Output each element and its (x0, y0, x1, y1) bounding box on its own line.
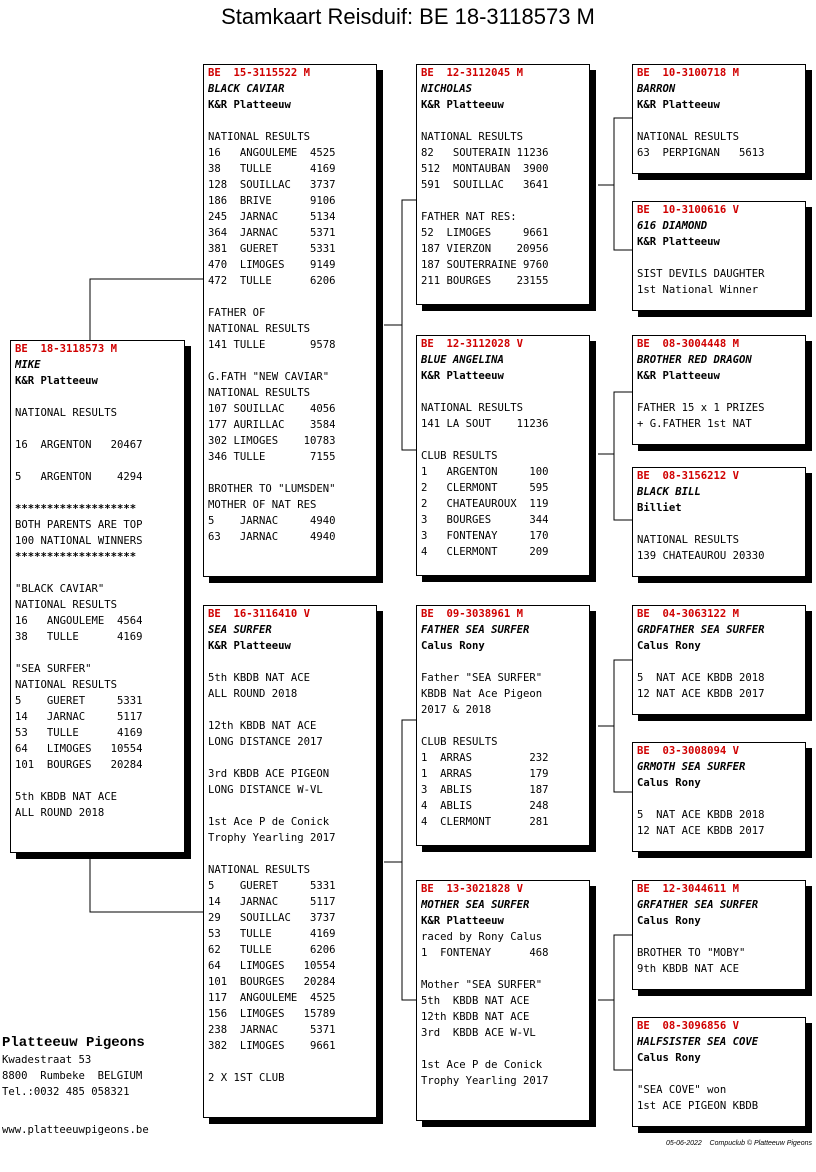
info-line: G.FATH "NEW CAVIAR" (208, 371, 330, 383)
info-line: 5th KBDB NAT ACE (421, 995, 530, 1007)
pigeon-card-dam-dam (416, 880, 590, 1121)
breeder-name: Calus Rony (421, 640, 485, 652)
info-line: NATIONAL RESULTS (637, 131, 740, 143)
ring-number: BE 16-3116410 V (208, 608, 311, 620)
pigeon-card-dam-sire (416, 605, 590, 846)
info-line: 2017 & 2018 (421, 704, 492, 716)
pigeon-card-sire-dam (416, 335, 590, 576)
info-line (637, 1066, 805, 1082)
owner-address-line: Kwadestraat 53 (2, 1054, 92, 1066)
connector-g3-3 (598, 392, 633, 454)
website-link[interactable]: www.platteeuwpigeons.be (2, 1124, 149, 1136)
pigeon-name: GRDFATHER SEA SURFER (637, 624, 765, 636)
connector-g3-6 (614, 726, 633, 792)
info-line: 63 PERPIGNAN 5613 (637, 147, 765, 159)
info-line: 139 CHATEAUROU 20330 (637, 550, 765, 562)
ring-number: BE 18-3118573 M (15, 343, 118, 355)
info-line: 512 MONTAUBAN 3900 (421, 163, 549, 175)
connector-sire-dam (402, 325, 417, 450)
info-line: NATIONAL RESULTS (421, 402, 524, 414)
info-line: 5th KBDB NAT ACE (15, 791, 118, 803)
breeder-name: ******************* (15, 551, 137, 563)
info-line: 141 LA SOUT 11236 (421, 418, 549, 430)
pigeon-name: GRMOTH SEA SURFER (637, 761, 746, 773)
info-line (15, 565, 184, 581)
info-line: 82 SOUTERAIN 11236 (421, 147, 549, 159)
info-line (637, 791, 805, 807)
connector-g3-7 (598, 935, 633, 1000)
pigeon-name: BARRON (637, 83, 676, 95)
connector-g3-2 (614, 185, 633, 250)
info-line (15, 645, 184, 661)
info-line: CLUB RESULTS (421, 736, 498, 748)
info-line: 156 LIMOGES 15789 (208, 1008, 336, 1020)
info-line: 187 VIERZON 20956 (421, 243, 549, 255)
info-line: 3 FONTENAY 170 (421, 530, 549, 542)
info-line: FATHER 15 x 1 PRIZES (637, 402, 765, 414)
pigeon-card-g3-6 (632, 742, 806, 852)
info-line (421, 718, 589, 734)
info-line: 117 ANGOULEME 4525 (208, 992, 336, 1004)
breeder-name: ******************* (15, 503, 137, 515)
info-line: 381 GUERET 5331 (208, 243, 336, 255)
breeder-name: K&R Platteeuw (208, 99, 291, 111)
info-line (208, 846, 376, 862)
info-line (15, 485, 184, 501)
info-line: BROTHER TO "LUMSDEN" (208, 483, 336, 495)
info-line: 14 JARNAC 5117 (208, 896, 336, 908)
info-line: 12 NAT ACE KBDB 2017 (637, 688, 765, 700)
info-line: BOTH PARENTS ARE TOP (15, 519, 143, 531)
page-title: Stamkaart Reisduif: BE 18-3118573 M (221, 4, 595, 29)
connector-g3-4 (614, 454, 633, 520)
pigeon-card-g3-3 (632, 335, 806, 445)
info-line (208, 654, 376, 670)
breeder-name: K&R Platteeuw (208, 640, 291, 652)
info-line: NATIONAL RESULTS (15, 407, 118, 419)
info-line: 52 LIMOGES 9661 (421, 227, 549, 239)
info-line: 12th KBDB NAT ACE (208, 720, 317, 732)
ring-number: BE 08-3156212 V (637, 470, 740, 482)
breeder-name: Calus Rony (637, 915, 701, 927)
info-line (421, 432, 589, 448)
ring-number: BE 04-3063122 M (637, 608, 740, 620)
info-line: 53 TULLE 4169 (15, 727, 143, 739)
pigeon-name: HALFSISTER SEA COVE (637, 1036, 759, 1048)
info-line (637, 384, 805, 400)
connector-sire-sire (384, 200, 417, 325)
pigeon-card-g3-8 (632, 1017, 806, 1127)
info-line: 101 BOURGES 20284 (15, 759, 143, 771)
info-line: 2 CLERMONT 595 (421, 482, 549, 494)
ring-number: BE 08-3004448 M (637, 338, 740, 350)
ring-number: BE 12-3044611 M (637, 883, 740, 895)
info-line: 346 TULLE 7155 (208, 451, 336, 463)
info-line: 177 AURILLAC 3584 (208, 419, 336, 431)
info-line (15, 421, 184, 437)
breeder-name: K&R Platteeuw (637, 99, 720, 111)
info-line: FATHER NAT RES: (421, 211, 517, 223)
info-line (637, 654, 805, 670)
info-line: Father "SEA SURFER" (421, 672, 543, 684)
pigeon-name: MOTHER SEA SURFER (421, 899, 530, 911)
info-line: NATIONAL RESULTS (208, 323, 311, 335)
info-line: 1st Ace P de Conick (208, 816, 330, 828)
info-line: 53 TULLE 4169 (208, 928, 336, 940)
info-line: "BLACK CAVIAR" (15, 583, 105, 595)
info-line: 470 LIMOGES 9149 (208, 259, 336, 271)
ring-number: BE 15-3115522 M (208, 67, 311, 79)
breeder-name: K&R Platteeuw (421, 915, 504, 927)
ring-number: BE 13-3021828 V (421, 883, 524, 895)
info-line: 64 LIMOGES 10554 (208, 960, 336, 972)
info-line: ALL ROUND 2018 (15, 807, 105, 819)
info-line: 12 NAT ACE KBDB 2017 (637, 825, 765, 837)
footer-credit: 05-06-2022 Compuclub © Platteeuw Pigeons (665, 1140, 812, 1147)
info-line: NATIONAL RESULTS (208, 131, 311, 143)
pigeon-name: 616 DIAMOND (637, 220, 708, 232)
info-line: 5 GUERET 5331 (208, 880, 336, 892)
info-line (208, 750, 376, 766)
ring-number: BE 10-3100616 V (637, 204, 740, 216)
info-line: 5 ARGENTON 4294 (15, 471, 143, 483)
info-line: LONG DISTANCE 2017 (208, 736, 323, 748)
info-line (208, 702, 376, 718)
info-line: 1 ARGENTON 100 (421, 466, 549, 478)
info-line (208, 353, 376, 369)
info-line: Mother "SEA SURFER" (421, 979, 543, 991)
info-line (421, 654, 589, 670)
pigeon-card-g3-1 (632, 64, 806, 174)
info-line: Trophy Yearling 2017 (421, 1075, 549, 1087)
info-line: + G.FATHER 1st NAT (637, 418, 752, 430)
info-line: 38 TULLE 4169 (208, 163, 336, 175)
info-line (421, 961, 589, 977)
pigeon-name: FATHER SEA SURFER (421, 624, 530, 636)
pigeon-name: NICHOLAS (421, 83, 473, 95)
ring-number: BE 12-3112028 V (421, 338, 524, 350)
info-line: 5 JARNAC 4940 (208, 515, 336, 527)
pigeon-card-sire-sire (416, 64, 590, 305)
info-line: FATHER OF (208, 307, 266, 319)
connector-g3-8 (614, 1000, 633, 1070)
info-line (637, 250, 805, 266)
breeder-name: K&R Platteeuw (421, 99, 504, 111)
info-line: 100 NATIONAL WINNERS (15, 535, 143, 547)
breeder-name: K&R Platteeuw (421, 370, 504, 382)
info-line (208, 465, 376, 481)
owner-name: Platteeuw Pigeons (2, 1035, 145, 1051)
info-line: 3 BOURGES 344 (421, 514, 549, 526)
info-line: 16 ANGOULEME 4564 (15, 615, 143, 627)
info-line (208, 1054, 376, 1070)
ring-number: BE 12-3112045 M (421, 67, 524, 79)
info-line: 62 TULLE 6206 (208, 944, 336, 956)
info-line: 1st Ace P de Conick (421, 1059, 543, 1071)
info-line (15, 389, 184, 405)
connector-g3-1 (598, 118, 633, 185)
info-line (421, 384, 589, 400)
info-line: 472 TULLE 6206 (208, 275, 336, 287)
info-line: Trophy Yearling 2017 (208, 832, 336, 844)
info-line: 382 LIMOGES 9661 (208, 1040, 336, 1052)
breeder-name: Calus Rony (637, 777, 701, 789)
info-line: 63 JARNAC 4940 (208, 531, 336, 543)
info-line: NATIONAL RESULTS (208, 387, 311, 399)
info-line: 29 SOUILLAC 3737 (208, 912, 336, 924)
info-line: 107 SOUILLAC 4056 (208, 403, 336, 415)
info-line: 141 TULLE 9578 (208, 339, 336, 351)
info-line: "SEA SURFER" (15, 663, 92, 675)
info-line (15, 773, 184, 789)
breeder-name: K&R Platteeuw (15, 375, 98, 387)
breeder-name: K&R Platteeuw (637, 236, 720, 248)
info-line: SIST DEVILS DAUGHTER (637, 268, 765, 280)
info-line: 128 SOUILLAC 3737 (208, 179, 336, 191)
info-line (637, 929, 805, 945)
pigeon-card-g3-5 (632, 605, 806, 715)
info-line (15, 453, 184, 469)
pigeon-card-g3-4 (632, 467, 806, 577)
info-line: MOTHER OF NAT RES (208, 499, 317, 511)
info-line: 1 FONTENAY 468 (421, 947, 549, 959)
info-line: KBDB Nat Ace Pigeon (421, 688, 543, 700)
info-line (637, 113, 805, 129)
ring-number: BE 10-3100718 M (637, 67, 740, 79)
info-line: 14 JARNAC 5117 (15, 711, 143, 723)
info-line: 186 BRIVE 9106 (208, 195, 336, 207)
pigeon-name: MIKE (15, 359, 41, 371)
owner-address-line: 8800 Rumbeke BELGIUM (2, 1070, 143, 1082)
breeder-name: Calus Rony (637, 1052, 701, 1064)
pigeon-name: BROTHER RED DRAGON (637, 354, 752, 366)
info-line: LONG DISTANCE W-VL (208, 784, 323, 796)
breeder-name: K&R Platteeuw (637, 370, 720, 382)
breeder-name: Calus Rony (637, 640, 701, 652)
info-line: 16 ANGOULEME 4525 (208, 147, 336, 159)
info-line: 591 SOUILLAC 3641 (421, 179, 549, 191)
info-line: 238 JARNAC 5371 (208, 1024, 336, 1036)
info-line: 5 GUERET 5331 (15, 695, 143, 707)
pigeon-card-subject (10, 340, 185, 853)
info-line: 364 JARNAC 5371 (208, 227, 336, 239)
info-line (208, 289, 376, 305)
info-line (421, 193, 589, 209)
connector-dam-dam (402, 862, 417, 1000)
connector-dam-sire (384, 720, 417, 862)
info-line: 9th KBDB NAT ACE (637, 963, 740, 975)
info-line (637, 516, 805, 532)
breeder-name: Billiet (637, 502, 682, 514)
info-line: CLUB RESULTS (421, 450, 498, 462)
info-line: 302 LIMOGES 10783 (208, 435, 336, 447)
info-line: raced by Rony Calus (421, 931, 543, 943)
ring-number: BE 03-3008094 V (637, 745, 740, 757)
info-line: 5 NAT ACE KBDB 2018 (637, 809, 765, 821)
info-line: NATIONAL RESULTS (637, 534, 740, 546)
info-line: 16 ARGENTON 20467 (15, 439, 143, 451)
info-line (421, 1041, 589, 1057)
ring-number: BE 09-3038961 M (421, 608, 524, 620)
pigeon-name: BLACK CAVIAR (208, 83, 285, 95)
info-line: 3rd KBDB ACE PIGEON (208, 768, 330, 780)
owner-block (2, 1034, 145, 1100)
info-line: NATIONAL RESULTS (15, 679, 118, 691)
info-line (421, 113, 589, 129)
pigeon-name: SEA SURFER (208, 624, 272, 636)
ring-number: BE 08-3096856 V (637, 1020, 740, 1032)
info-line: BROTHER TO "MOBY" (637, 947, 746, 959)
pigeon-name: GRFATHER SEA SURFER (637, 899, 759, 911)
info-line: 2 X 1ST CLUB (208, 1072, 285, 1084)
info-line: NATIONAL RESULTS (208, 864, 311, 876)
info-line: 3 ABLIS 187 (421, 784, 549, 796)
pigeon-card-sire (203, 64, 377, 577)
info-line: NATIONAL RESULTS (15, 599, 118, 611)
info-line: 101 BOURGES 20284 (208, 976, 336, 988)
info-line: 211 BOURGES 23155 (421, 275, 549, 287)
info-line: 5 NAT ACE KBDB 2018 (637, 672, 765, 684)
info-line: 4 ABLIS 248 (421, 800, 549, 812)
connector-g3-5 (598, 660, 633, 726)
info-line: 5th KBDB NAT ACE (208, 672, 311, 684)
owner-phone: Tel.:0032 485 058321 (2, 1086, 130, 1098)
pigeon-card-g3-2 (632, 201, 806, 311)
info-line: 38 TULLE 4169 (15, 631, 143, 643)
info-line (208, 798, 376, 814)
connector-subject-dam (90, 852, 204, 912)
pigeon-card-g3-7 (632, 880, 806, 990)
pigeon-name: BLUE ANGELINA (421, 354, 504, 366)
info-line: 4 CLERMONT 209 (421, 546, 549, 558)
info-line: 12th KBDB NAT ACE (421, 1011, 530, 1023)
info-line (208, 113, 376, 129)
info-line: 245 JARNAC 5134 (208, 211, 336, 223)
info-line: 64 LIMOGES 10554 (15, 743, 143, 755)
pigeon-name: BLACK BILL (637, 486, 701, 498)
connector-subject-sire (90, 279, 204, 340)
info-line: 3rd KBDB ACE W-VL (421, 1027, 536, 1039)
info-line: 1 ARRAS 232 (421, 752, 549, 764)
info-line: 1st ACE PIGEON KBDB (637, 1100, 759, 1112)
info-line: 1 ARRAS 179 (421, 768, 549, 780)
info-line: 4 CLERMONT 281 (421, 816, 549, 828)
pigeon-card-dam (203, 605, 377, 1118)
info-line: NATIONAL RESULTS (421, 131, 524, 143)
info-line: "SEA COVE" won (637, 1084, 727, 1096)
info-line: 2 CHATEAUROUX 119 (421, 498, 549, 510)
info-line: 187 SOUTERRAINE 9760 (421, 259, 549, 271)
info-line: ALL ROUND 2018 (208, 688, 298, 700)
info-line: 1st National Winner (637, 284, 759, 296)
